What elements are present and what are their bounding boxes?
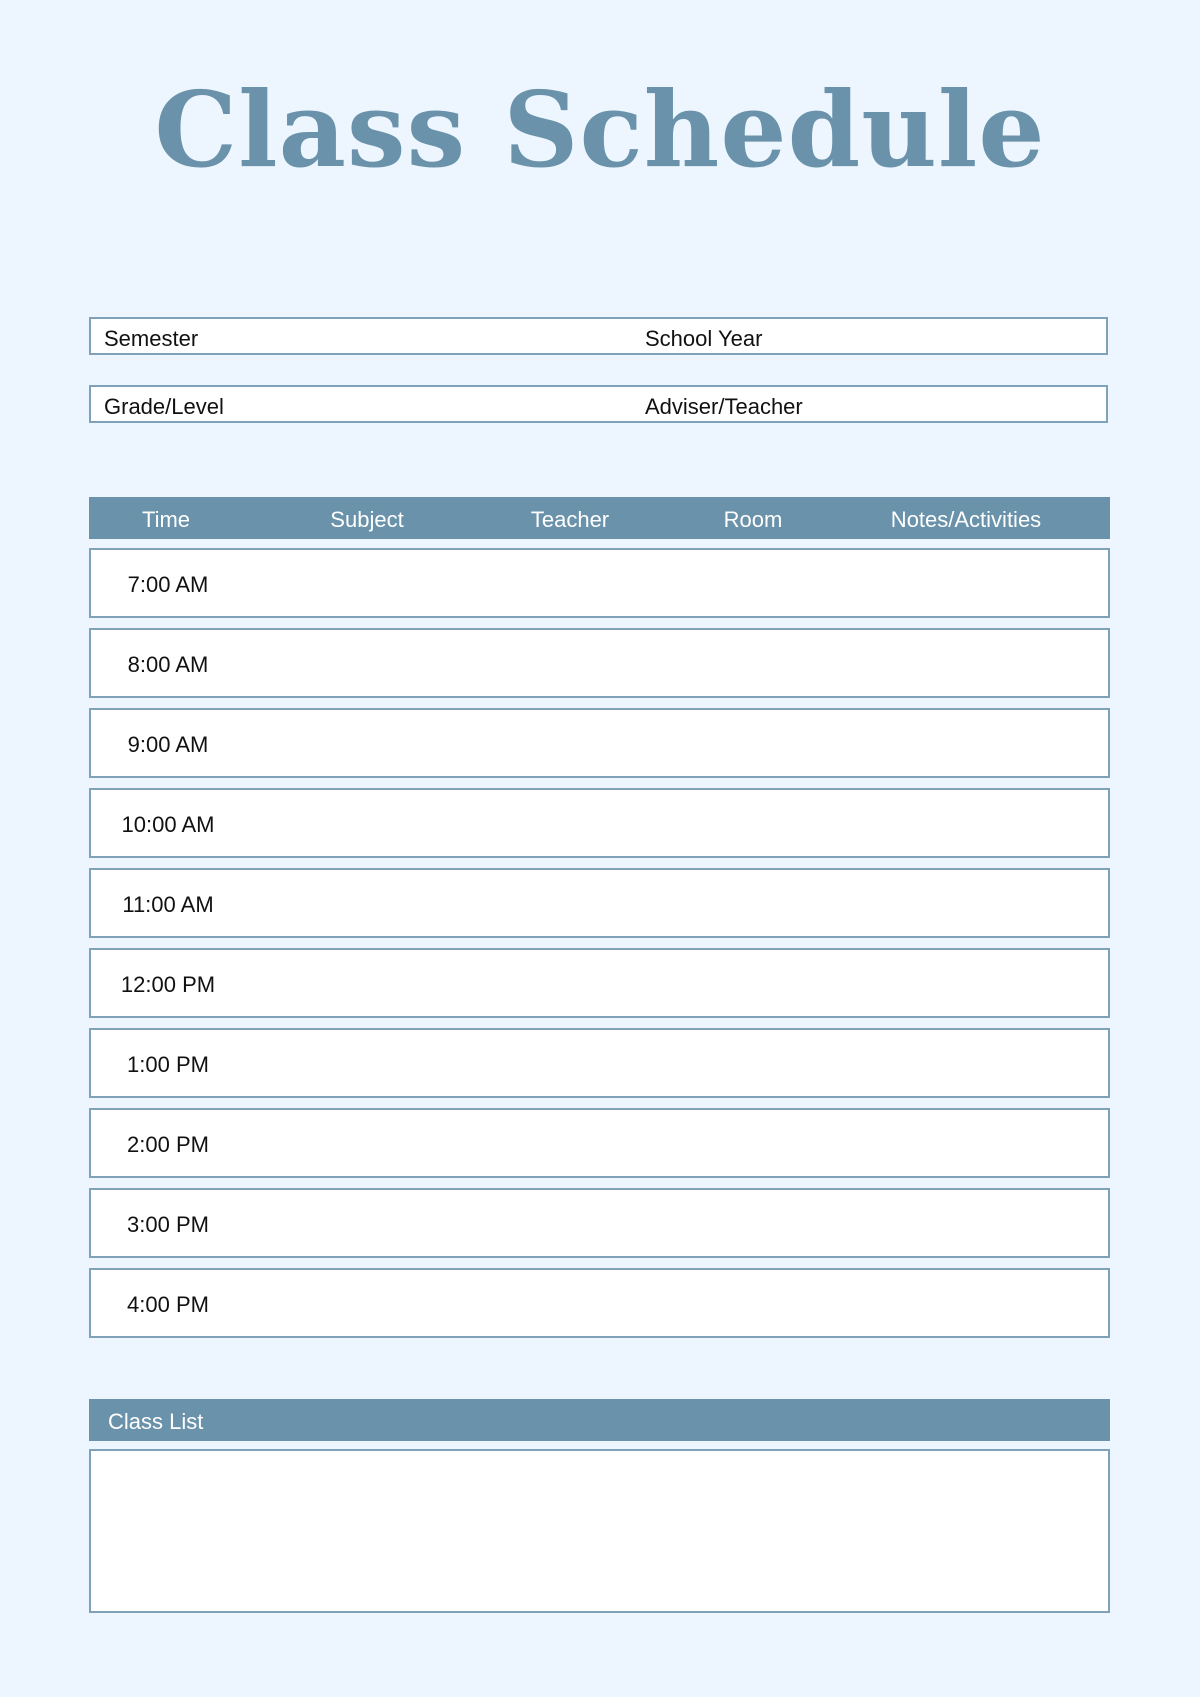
class-list-label: Class List — [108, 1409, 204, 1434]
schedule-row[interactable] — [89, 708, 1110, 778]
schedule-row[interactable] — [89, 868, 1110, 938]
schedule-row[interactable] — [89, 1028, 1110, 1098]
schedule-row[interactable] — [89, 948, 1110, 1018]
schedule-table-header — [89, 497, 1110, 539]
time-slot-label: 11:00 AM — [122, 892, 214, 917]
schedule-row[interactable] — [89, 1108, 1110, 1178]
semester-label: Semester — [104, 326, 199, 351]
time-slot-label: 8:00 AM — [127, 652, 209, 677]
time-slot-label: 3:00 PM — [127, 1212, 209, 1237]
schedule-slots — [89, 548, 1110, 1348]
grade-level-label: Grade/Level — [104, 394, 224, 419]
page-title: Class Schedule — [154, 68, 1046, 191]
time-slot-label: 7:00 AM — [127, 572, 209, 597]
time-slot-label: 2:00 PM — [127, 1132, 209, 1157]
grade-adviser-row[interactable] — [89, 385, 1108, 423]
column-header-notes: Notes/Activities — [890, 507, 1042, 532]
time-slot-label: 9:00 AM — [127, 732, 209, 757]
time-slot-label: 10:00 AM — [121, 812, 215, 837]
time-slot-label: 12:00 PM — [120, 972, 216, 997]
class-list-box[interactable] — [89, 1449, 1110, 1613]
schedule-row[interactable] — [89, 788, 1110, 858]
schedule-row[interactable] — [89, 1188, 1110, 1258]
column-header-time: Time — [141, 507, 191, 532]
semester-school-year-row[interactable] — [89, 317, 1108, 355]
time-slot-label: 1:00 PM — [127, 1052, 209, 1077]
class-list-header — [89, 1399, 1110, 1441]
column-header-subject: Subject — [330, 507, 404, 532]
schedule-row[interactable] — [89, 548, 1110, 618]
school-year-label: School Year — [645, 326, 763, 351]
column-header-room: Room — [723, 507, 783, 532]
schedule-row[interactable] — [89, 1268, 1110, 1338]
column-header-teacher: Teacher — [530, 507, 610, 532]
time-slot-label: 4:00 PM — [127, 1292, 209, 1317]
schedule-row[interactable] — [89, 628, 1110, 698]
adviser-teacher-label: Adviser/Teacher — [645, 394, 803, 419]
